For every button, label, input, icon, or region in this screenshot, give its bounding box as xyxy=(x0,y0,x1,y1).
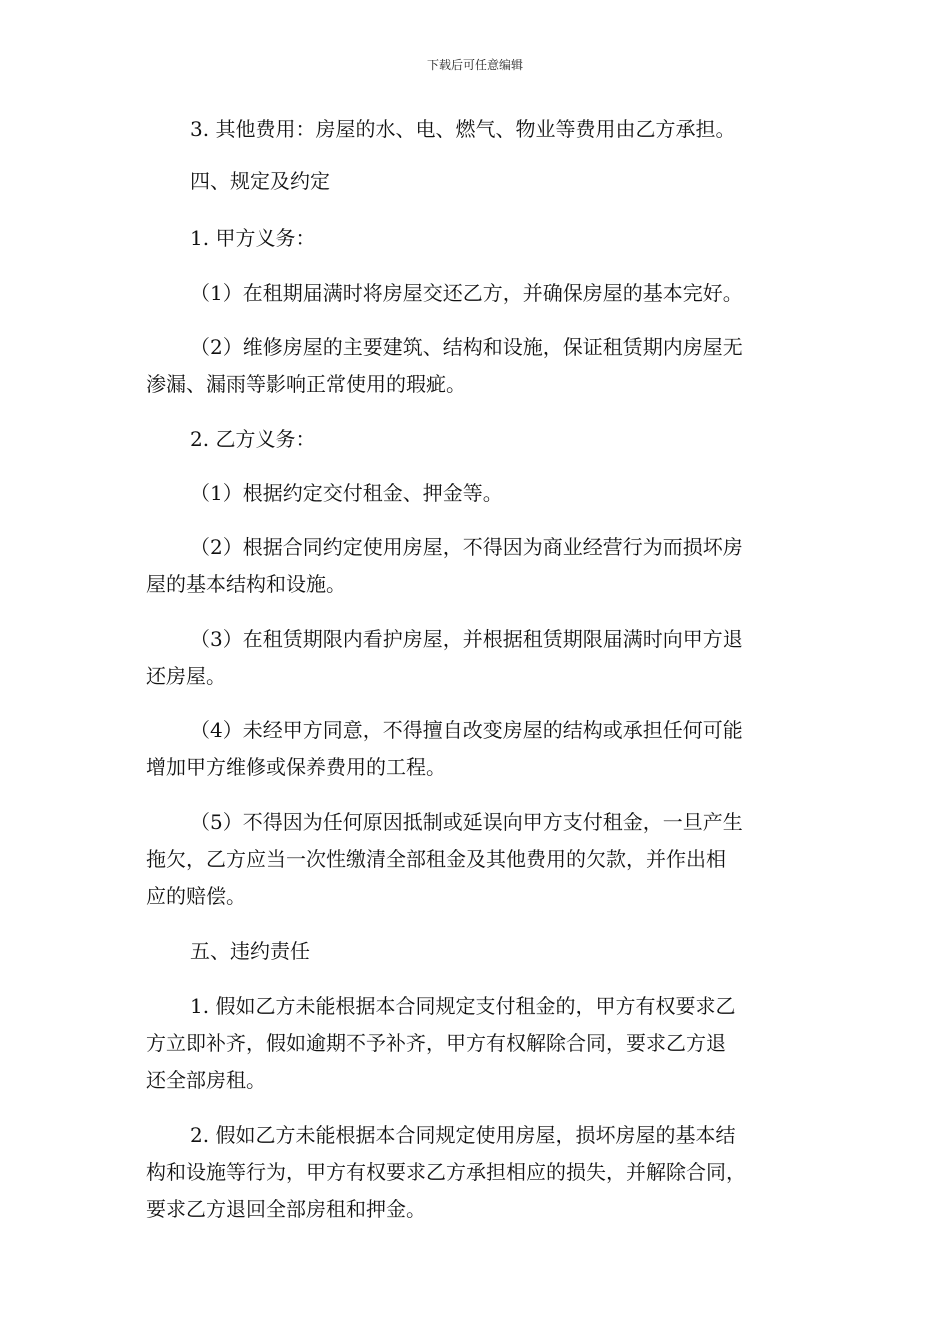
text-line: （1）在租期届满时将房屋交还乙方，并确保房屋的基本完好。 xyxy=(190,281,743,305)
paragraph-a-obligation-2 xyxy=(146,329,810,403)
text-line: （4）未经甲方同意，不得擅自改变房屋的结构或承担任何可能 xyxy=(190,718,743,742)
paragraph-b-obligation-3 xyxy=(146,621,810,695)
text-line: 五、违约责任 xyxy=(190,939,310,963)
subheading-party-a-obligations xyxy=(146,220,810,257)
text-line: 还房屋。 xyxy=(146,664,226,688)
text-line: 构和设施等行为，甲方有权要求乙方承担相应的损失，并解除合同， xyxy=(146,1160,746,1184)
text-line: 3. 其他费用：房屋的水、电、燃气、物业等费用由乙方承担。 xyxy=(190,117,736,141)
text-line: 还全部房租。 xyxy=(146,1068,266,1092)
text-line: 屋的基本结构和设施。 xyxy=(146,572,346,596)
paragraph-b-obligation-1 xyxy=(146,475,810,512)
section-heading-rules xyxy=(146,163,810,200)
text-line: 1. 假如乙方未能根据本合同规定支付租金的，甲方有权要求乙 xyxy=(190,994,736,1018)
paragraph-b-obligation-4 xyxy=(146,712,810,786)
page-header: 下载后可任意编辑 xyxy=(426,58,523,72)
text-line: 方立即补齐，假如逾期不予补齐，甲方有权解除合同，要求乙方退 xyxy=(146,1031,726,1055)
text-line: 渗漏、漏雨等影响正常使用的瑕疵。 xyxy=(146,372,466,396)
text-line: 增加甲方维修或保养费用的工程。 xyxy=(146,755,446,779)
text-line: （1）根据约定交付租金、押金等。 xyxy=(190,481,503,505)
text-line: 四、规定及约定 xyxy=(190,169,330,193)
paragraph-a-obligation-1 xyxy=(146,275,810,312)
text-line: （5）不得因为任何原因抵制或延误向甲方支付租金，一旦产生 xyxy=(190,810,743,834)
text-line: 2. 乙方义务： xyxy=(190,427,316,451)
paragraph-breach-2 xyxy=(146,1117,810,1228)
text-line: （3）在租赁期限内看护房屋，并根据租赁期限届满时向甲方退 xyxy=(190,627,743,651)
paragraph-b-obligation-5 xyxy=(146,804,810,915)
text-line: 2. 假如乙方未能根据本合同规定使用房屋，损坏房屋的基本结 xyxy=(190,1123,736,1147)
text-line: （2）维修房屋的主要建筑、结构和设施，保证租赁期内房屋无 xyxy=(190,335,743,359)
text-line: 拖欠，乙方应当一次性缴清全部租金及其他费用的欠款，并作出相 xyxy=(146,847,726,871)
paragraph-b-obligation-2 xyxy=(146,529,810,603)
paragraph-other-fees xyxy=(146,111,810,148)
text-line: （2）根据合同约定使用房屋，不得因为商业经营行为而损坏房 xyxy=(190,535,743,559)
text-line: 应的赔偿。 xyxy=(146,884,246,908)
text-line: 1. 甲方义务： xyxy=(190,226,316,250)
section-heading-breach xyxy=(146,933,810,970)
paragraph-breach-1 xyxy=(146,988,810,1099)
text-line: 要求乙方退回全部房租和押金。 xyxy=(146,1197,426,1221)
subheading-party-b-obligations xyxy=(146,421,810,458)
